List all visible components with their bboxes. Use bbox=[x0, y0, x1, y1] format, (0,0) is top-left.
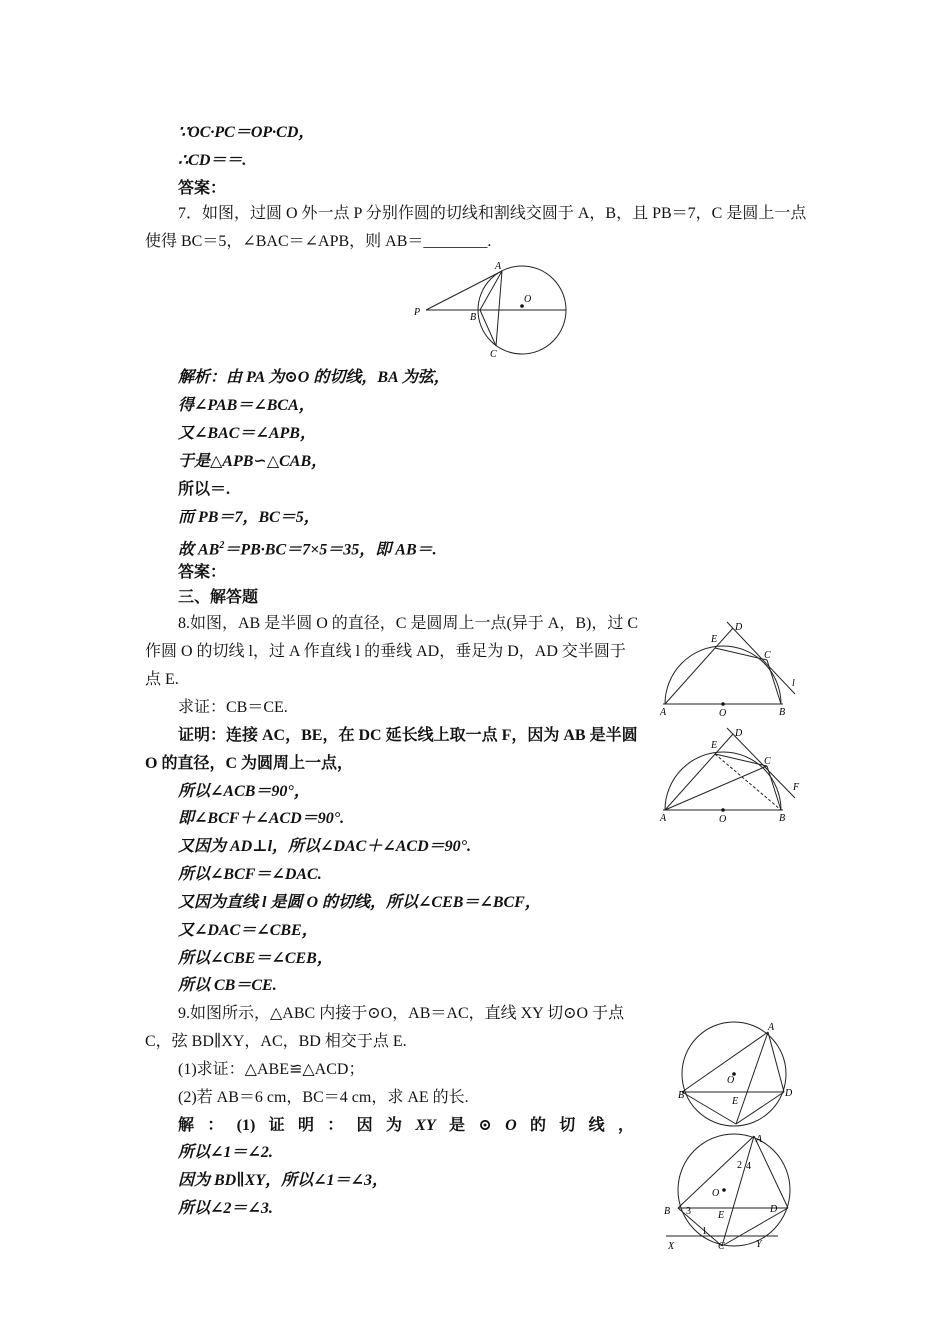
q9-text-line: (1)求证：△ABE≌△ACD； bbox=[178, 1061, 365, 1078]
segment-ec bbox=[715, 754, 767, 766]
label-o: O bbox=[719, 814, 727, 825]
label-e: E bbox=[711, 634, 718, 645]
solution-char: 因 bbox=[356, 1117, 373, 1134]
segment-ec bbox=[715, 648, 767, 660]
q7-text-line-1: 7．如图，过圆 O 外一点 P 分别作圆的切线和割线交圆于 A，B，且 PB＝7，C 是圆上一点 bbox=[178, 205, 807, 222]
segment-ad bbox=[768, 1032, 784, 1092]
label-c: C bbox=[490, 349, 497, 360]
proof-line: 证明：连接 AC，BE，在 DC 延长线上取一点 F，因为 AB 是半圆 bbox=[178, 727, 638, 744]
center-point bbox=[722, 1188, 726, 1192]
q9-text-line: (2)若 AB＝6 cm，BC＝4 cm，求 AE 的长. bbox=[178, 1089, 469, 1106]
solution-char: ： bbox=[207, 1117, 224, 1134]
segment-be-dashed bbox=[715, 754, 781, 810]
label-y: Y bbox=[756, 1239, 762, 1250]
solution-line: 所以∠2＝∠3. bbox=[178, 1200, 273, 1217]
segment-ac bbox=[722, 1136, 754, 1246]
label-o: O bbox=[712, 1188, 720, 1199]
solution-char: 线 bbox=[588, 1117, 605, 1134]
solution-char: ， bbox=[617, 1117, 634, 1134]
circle-shape bbox=[678, 1134, 790, 1246]
proof-line: 又因为直线 l 是圆 O 的切线，所以∠CEB＝∠BCF， bbox=[178, 894, 541, 911]
label-p: P bbox=[414, 307, 421, 318]
solution-char: 切 bbox=[559, 1117, 576, 1134]
label-a: A bbox=[768, 1022, 775, 1033]
proof-line: 又∠DAC＝∠CBE， bbox=[178, 922, 318, 939]
label-d: D bbox=[735, 728, 743, 739]
solution-line: 所以＝. bbox=[178, 481, 231, 498]
label-angle-3: 3 bbox=[686, 1206, 691, 1217]
solution-text: 故 AB bbox=[178, 541, 220, 559]
answer-label: 答案： bbox=[178, 564, 227, 581]
solution-line: 又∠BAC＝∠APB， bbox=[178, 425, 316, 442]
label-a: A bbox=[756, 1134, 763, 1145]
proof-line: 又因为 AD⊥l，所以∠DAC＋∠ACD＝90°. bbox=[178, 838, 472, 855]
q8-text-line: 作圆 O 的切线 l，过 A 作直线 l 的垂线 AD，垂足为 D，AD 交半圆于 bbox=[145, 643, 626, 660]
proof-line: 所以∠BCF＝∠DAC. bbox=[178, 866, 322, 883]
label-angle-4: 4 bbox=[746, 1161, 751, 1172]
q9-text-line: 9.如图所示，△ABC 内接于⊙O，AB＝AC，直线 XY 切⊙O 于点 bbox=[178, 1005, 625, 1022]
text-line: ∴CD＝＝. bbox=[178, 152, 247, 169]
q8-text-line: 求证：CB＝CE. bbox=[178, 699, 288, 716]
label-e: E bbox=[711, 740, 718, 751]
solution-char: 明 bbox=[297, 1117, 314, 1134]
q9-text-line: C，弦 BD∥XY，AC，BD 相交于点 E. bbox=[145, 1033, 407, 1050]
label-b: B bbox=[779, 813, 786, 824]
solution-char: 为 bbox=[385, 1117, 402, 1134]
segment-ab bbox=[682, 1032, 768, 1092]
segment-bc bbox=[678, 1208, 725, 1246]
label-c: C bbox=[718, 1241, 725, 1252]
q9-figure-2 bbox=[660, 1128, 810, 1254]
solution-line: 因为 BD∥XY，所以∠1＝∠3， bbox=[178, 1172, 388, 1189]
label-a: A bbox=[660, 813, 667, 824]
label-b: B bbox=[678, 1090, 685, 1101]
segment-bc bbox=[480, 310, 496, 346]
solution-char: 证 bbox=[268, 1117, 285, 1134]
label-x: X bbox=[668, 1241, 675, 1252]
solution-line: 所以∠1＝∠2. bbox=[178, 1144, 273, 1161]
label-a: A bbox=[495, 261, 502, 272]
answer-label: 答案： bbox=[178, 180, 227, 197]
solution-line: 而 PB＝7，BC＝5， bbox=[178, 509, 320, 526]
label-f: F bbox=[793, 782, 800, 793]
segment-ac bbox=[736, 1032, 768, 1124]
segment-ad bbox=[665, 628, 733, 704]
solution-char: O bbox=[505, 1117, 517, 1134]
q9-solution-justified-line bbox=[178, 1116, 634, 1136]
label-b: B bbox=[470, 312, 477, 323]
solution-line: 得∠PAB＝∠BCA， bbox=[178, 397, 315, 414]
label-angle-2: 2 bbox=[737, 1160, 742, 1171]
solution-line: 于是△APB∽△CAB， bbox=[178, 453, 328, 470]
label-d: D bbox=[785, 1088, 793, 1099]
solution-char: 是 bbox=[449, 1117, 466, 1134]
solution-char: XY bbox=[415, 1117, 436, 1134]
q8-figure-1 bbox=[655, 616, 805, 720]
label-b: B bbox=[664, 1206, 671, 1217]
label-o: O bbox=[524, 294, 532, 305]
q9-figure-1 bbox=[664, 1016, 804, 1128]
segment-cb bbox=[767, 766, 781, 810]
proof-line: 即∠BCF＋∠ACD＝90°. bbox=[178, 810, 345, 827]
label-l: l bbox=[792, 678, 795, 689]
section-title: 三、解答题 bbox=[178, 589, 259, 606]
segment-cb bbox=[767, 660, 781, 704]
center-point bbox=[721, 702, 725, 706]
label-o: O bbox=[727, 1075, 735, 1086]
label-a: A bbox=[660, 707, 667, 718]
q8-figure-2 bbox=[655, 724, 805, 828]
proof-line: 所以∠CBE＝∠CEB， bbox=[178, 950, 333, 967]
solution-char: ⊙ bbox=[478, 1117, 492, 1134]
center-point bbox=[721, 808, 725, 812]
superscript: 2 bbox=[219, 540, 225, 551]
q7-text-line-2: 使得 BC＝5，∠BAC＝∠APB，则 AB＝________. bbox=[145, 233, 492, 250]
q7-figure bbox=[408, 258, 578, 366]
label-c: C bbox=[764, 650, 771, 661]
segment-ad bbox=[665, 734, 733, 810]
label-o: O bbox=[719, 708, 727, 719]
label-d: D bbox=[735, 622, 743, 633]
segment-ac bbox=[665, 766, 767, 810]
solution-char: 解 bbox=[178, 1117, 195, 1134]
label-e: E bbox=[718, 1210, 725, 1221]
label-b: B bbox=[779, 707, 786, 718]
segment-ad bbox=[754, 1136, 788, 1208]
label-d: D bbox=[770, 1204, 778, 1215]
solution-line bbox=[178, 536, 437, 560]
q8-text-line: 点 E. bbox=[145, 671, 179, 688]
proof-line: 所以 CB＝CE. bbox=[178, 977, 277, 994]
solution-char: 的 bbox=[529, 1117, 546, 1134]
segment-ac bbox=[496, 271, 502, 346]
label-e: E bbox=[732, 1096, 739, 1107]
text-line: ∵OC·PC＝OP·CD， bbox=[178, 124, 315, 141]
proof-line: 所以∠ACB＝90°， bbox=[178, 783, 310, 800]
solution-char: (1) bbox=[236, 1117, 256, 1134]
q8-text-line: 8.如图，AB 是半圆 O 的直径，C 是圆周上一点(异于 A，B)，过 C bbox=[178, 615, 639, 632]
proof-line: O 的直径，C 为圆周上一点， bbox=[145, 755, 354, 772]
solution-text: ＝PB·BC＝7×5＝35，即 AB＝. bbox=[224, 541, 437, 559]
label-c: C bbox=[764, 756, 771, 767]
label-angle-1: 1 bbox=[702, 1226, 707, 1237]
solution-line: 解析：由 PA 为⊙O 的切线，BA 为弦， bbox=[178, 369, 450, 386]
solution-char: ： bbox=[327, 1117, 344, 1134]
